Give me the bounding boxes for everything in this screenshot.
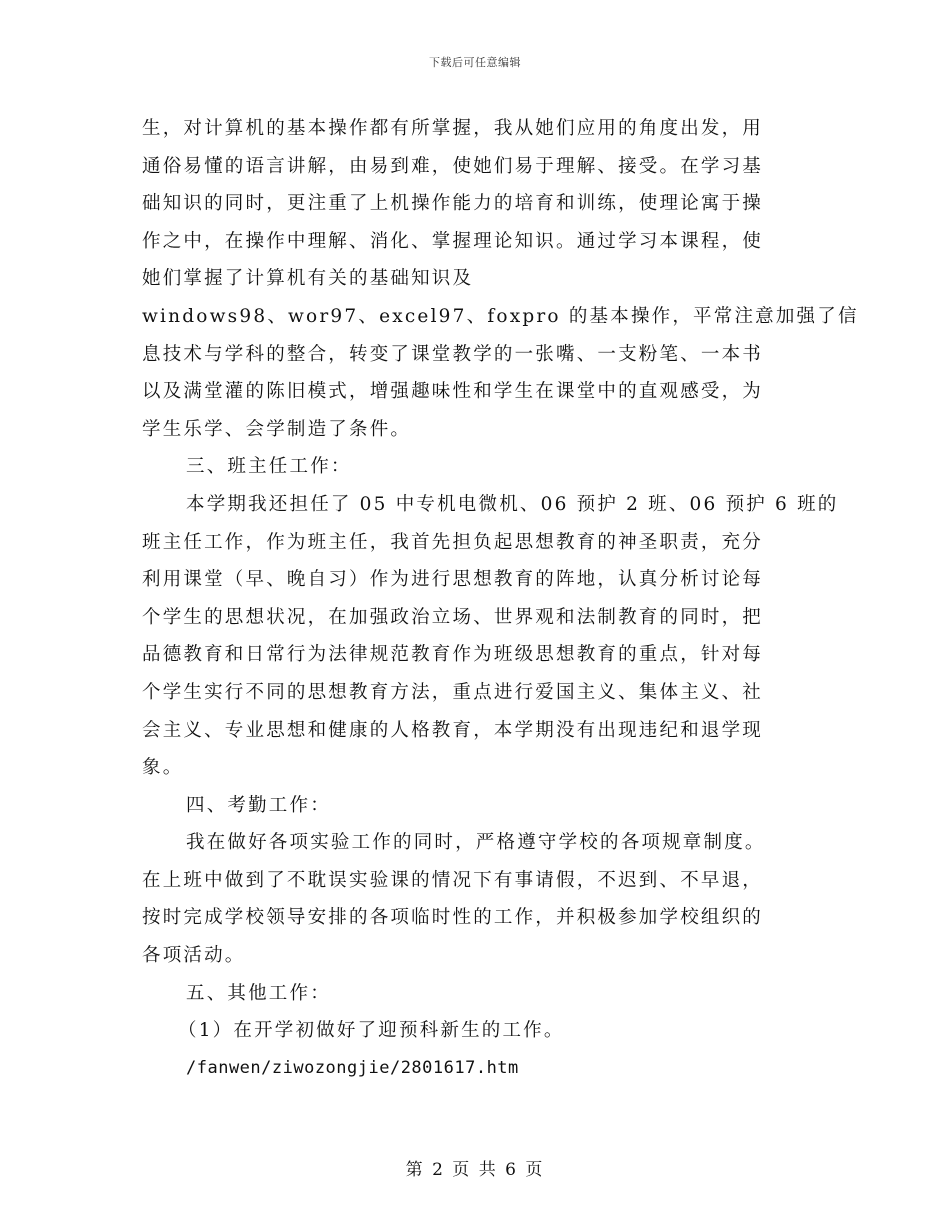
body-line: 作之中，在操作中理解、消化、掌握理论知识。通过学习本课程，使 <box>142 230 764 252</box>
body-line: 会主义、专业思想和健康的人格教育，本学期没有出现违纪和退学现 <box>142 719 764 741</box>
body-line: 个学生的思想状况，在加强政治立场、世界观和法制教育的同时，把 <box>142 606 764 628</box>
section-heading: 五、其他工作： <box>186 982 331 1004</box>
list-item: （1）在开学初做好了迎预科新生的工作。 <box>178 1020 565 1042</box>
body-line: 生，对计算机的基本操作都有所掌握，我从她们应用的角度出发，用 <box>142 118 764 139</box>
section-heading: 四、考勤工作： <box>186 794 331 816</box>
body-line: 学生乐学、会学制造了条件。 <box>142 418 412 440</box>
body-line: 按时完成学校领导安排的各项临时性的工作，并积极参加学校组织的 <box>142 907 764 929</box>
body-line: 她们掌握了计算机有关的基础知识及 <box>142 268 474 290</box>
body-line: 础知识的同时，更注重了上机操作能力的培育和训练，使理论寓于操 <box>142 193 764 215</box>
body-line: 我在做好各项实验工作的同时，严格遵守学校的各项规章制度。 <box>186 832 766 854</box>
body-line: 在上班中做到了不耽误实验课的情况下有事请假，不迟到、不早退， <box>142 869 764 891</box>
section-heading: 三、班主任工作： <box>186 456 352 478</box>
page-footer: 第 2 页 共 6 页 <box>405 1160 545 1180</box>
document-body <box>142 110 859 1087</box>
body-line: 本学期我还担任了 05 中专机电微机、06 预护 2 班、06 预护 6 班的 <box>186 493 839 515</box>
body-line: 各项活动。 <box>142 945 246 967</box>
body-line: 以及满堂灌的陈旧模式，增强趣味性和学生在课堂中的直观感受，为 <box>142 381 764 403</box>
body-line: windows98、wor97、excel97、foxpro 的基本操作，平常注意加强了信 <box>142 305 859 327</box>
body-line: 象。 <box>142 757 184 779</box>
body-line: 品德教育和日常行为法律规范教育作为班级思想教育的重点，针对每 <box>142 644 764 666</box>
body-line: 息技术与学科的整合，转变了课堂教学的一张嘴、一支粉笔、一本书 <box>142 343 764 365</box>
body-line: 通俗易懂的语言讲解，由易到难，使她们易于理解、接受。在学习基 <box>142 155 764 177</box>
page-header: 下载后可任意编辑 <box>429 56 521 69</box>
url-text: /fanwen/ziwozongjie/2801617.htm <box>186 1057 519 1078</box>
body-line: 利用课堂（早、晚自习）作为进行思想教育的阵地，认真分析讨论每 <box>142 569 764 591</box>
body-line: 个学生实行不同的思想教育方法，重点进行爱国主义、集体主义、社 <box>142 681 764 703</box>
body-line: 班主任工作，作为班主任，我首先担负起思想教育的神圣职责，充分 <box>142 531 764 553</box>
